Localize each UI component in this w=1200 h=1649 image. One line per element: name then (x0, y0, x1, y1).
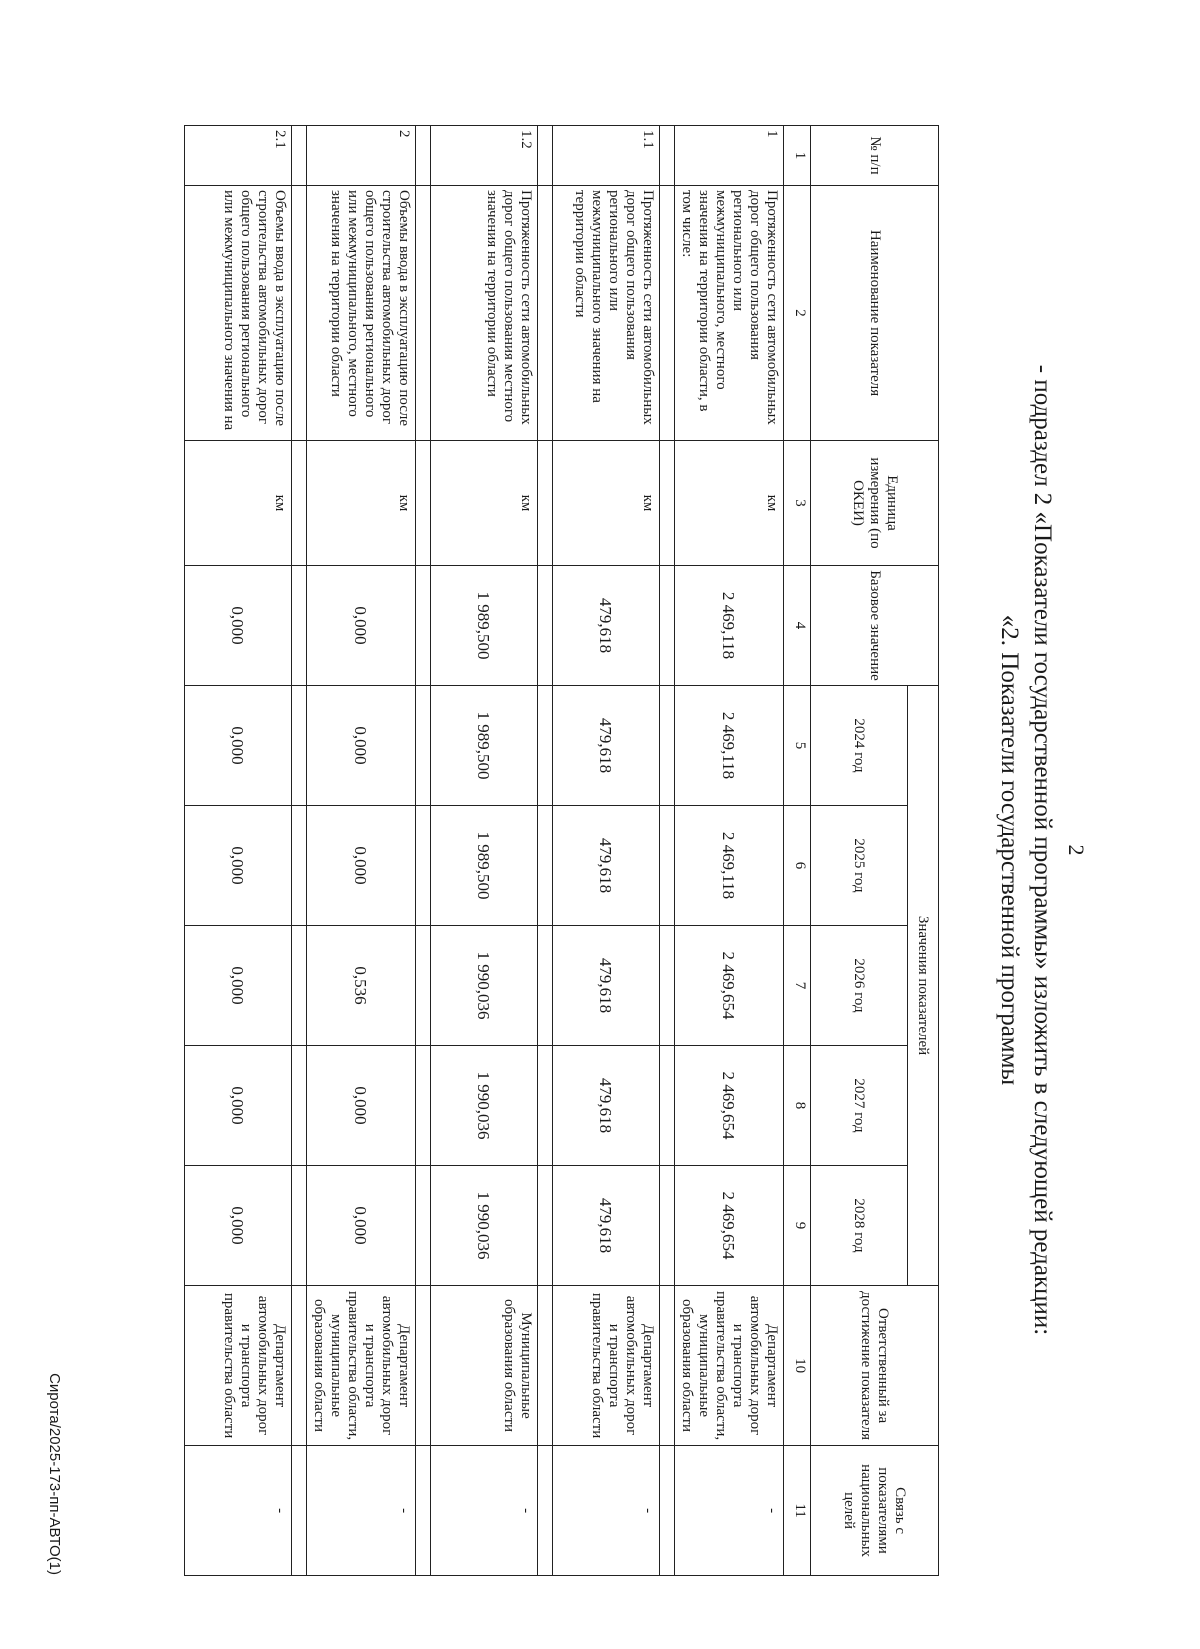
column-number: 10 (784, 1286, 811, 1446)
row-value: 2 469,118 (675, 806, 784, 926)
row-value: 0,000 (307, 686, 416, 806)
row-num: 1.2 (431, 126, 538, 186)
column-number: 6 (784, 806, 811, 926)
column-number: 7 (784, 926, 811, 1046)
row-value: 0,000 (307, 1046, 416, 1166)
row-base: 2 469,118 (675, 566, 784, 686)
row-link: - (307, 1446, 416, 1576)
row-responsible: Департамент автомобильных дорог и транспорта правительства области (553, 1286, 660, 1446)
column-number: 5 (784, 686, 811, 806)
header-unit: Единица измерения (по ОКЕИ) (811, 441, 939, 566)
row-value: 479,618 (553, 806, 660, 926)
row-value: 0,000 (185, 926, 292, 1046)
row-num: 1.1 (553, 126, 660, 186)
page-heading: - подраздел 2 «Показатели государственной программы» изложить в следующей редакции: (1029, 364, 1056, 1336)
row-link: - (185, 1446, 292, 1576)
row-num: 2 (307, 126, 416, 186)
row-name: Протяженность сети автомобильных дорог общего пользования местного значения на территории области (431, 186, 538, 441)
table-row (185, 126, 292, 1576)
row-value: 2 469,654 (675, 1046, 784, 1166)
header-num: № п/п (811, 126, 939, 186)
header-base: Базовое значение (811, 566, 939, 686)
row-value: 1 989,500 (431, 806, 538, 926)
column-number: 2 (784, 186, 811, 441)
table-row (553, 126, 660, 1576)
header-values-group: Значения показателей (908, 686, 939, 1286)
table-row (431, 126, 538, 1576)
header-year: 2027 год (811, 1046, 908, 1166)
row-name: Объемы ввода в эксплуатацию после строительства автомобильных дорог общего пользования регионального или межмуниципального, местного значения на территории области (307, 186, 416, 441)
row-value: 1 990,036 (431, 1166, 538, 1286)
row-value: 479,618 (553, 1046, 660, 1166)
spacer-row (416, 126, 431, 1576)
document-footer: Сирота/2025-173-пп-АВТО(1) (46, 1373, 63, 1575)
row-responsible: Департамент автомобильных дорог и транспорта правительства области (185, 1286, 292, 1446)
row-value: 479,618 (553, 686, 660, 806)
row-value: 0,000 (185, 686, 292, 806)
row-base: 479,618 (553, 566, 660, 686)
row-value: 0,000 (307, 806, 416, 926)
rotated-page (0, 125, 1091, 1575)
column-number: 8 (784, 1046, 811, 1166)
row-link: - (553, 1446, 660, 1576)
column-number-row (784, 126, 811, 1576)
row-base: 0,000 (185, 566, 292, 686)
row-value: 0,000 (185, 1046, 292, 1166)
row-unit: км (675, 441, 784, 566)
row-value: 2 469,118 (675, 686, 784, 806)
column-number: 3 (784, 441, 811, 566)
row-link: - (675, 1446, 784, 1576)
header-year: 2025 год (811, 806, 908, 926)
row-num: 2.1 (185, 126, 292, 186)
row-value: 0,536 (307, 926, 416, 1046)
spacer-row (538, 126, 553, 1576)
row-value: 0,000 (185, 806, 292, 926)
row-value: 1 990,036 (431, 926, 538, 1046)
row-value: 0,000 (185, 1166, 292, 1286)
row-value: 2 469,654 (675, 1166, 784, 1286)
column-number: 11 (784, 1446, 811, 1576)
row-responsible: Муниципальные образования области (431, 1286, 538, 1446)
row-unit: км (553, 441, 660, 566)
row-name: Объемы ввода в эксплуатацию после строительства автомобильных дорог общего пользования регионального или межмуниципального значения на (185, 186, 292, 441)
table-row (307, 126, 416, 1576)
row-link: - (431, 1446, 538, 1576)
page-number: 2 (1064, 844, 1089, 856)
header-year: 2026 год (811, 926, 908, 1046)
row-num: 1 (675, 126, 784, 186)
section-title: «2. Показатели государственной программы (996, 614, 1023, 1086)
row-name: Протяженность сети автомобильных дорог общего пользования регионального или межмуниципального, местного значения на территории области, в том числе: (675, 186, 784, 441)
column-number: 9 (784, 1166, 811, 1286)
row-value: 1 990,036 (431, 1046, 538, 1166)
header-responsible: Ответственный за достижение показателя (811, 1286, 939, 1446)
spacer-row (660, 126, 675, 1576)
row-value: 0,000 (307, 1166, 416, 1286)
spacer-row (292, 126, 307, 1576)
row-name: Протяженность сети автомобильных дорог общего пользования регионального или межмуниципального значения на территории области (553, 186, 660, 441)
header-name: Наименование показателя (811, 186, 939, 441)
indicators-table (184, 125, 939, 1576)
row-responsible: Департамент автомобильных дорог и транспорта правительства области, муниципальные образования области (307, 1286, 416, 1446)
row-responsible: Департамент автомобильных дорог и транспорта правительства области, муниципальные образования области (675, 1286, 784, 1446)
row-value: 479,618 (553, 926, 660, 1046)
row-unit: км (185, 441, 292, 566)
row-unit: км (307, 441, 416, 566)
table-row (675, 126, 784, 1576)
column-number: 4 (784, 566, 811, 686)
header-year: 2028 год (811, 1166, 908, 1286)
header-link: Связь с показателями национальных целей (811, 1446, 939, 1576)
row-base: 0,000 (307, 566, 416, 686)
header-year: 2024 год (811, 686, 908, 806)
row-base: 1 989,500 (431, 566, 538, 686)
row-unit: км (431, 441, 538, 566)
row-value: 2 469,654 (675, 926, 784, 1046)
row-value: 479,618 (553, 1166, 660, 1286)
column-number: 1 (784, 126, 811, 186)
row-value: 1 989,500 (431, 686, 538, 806)
